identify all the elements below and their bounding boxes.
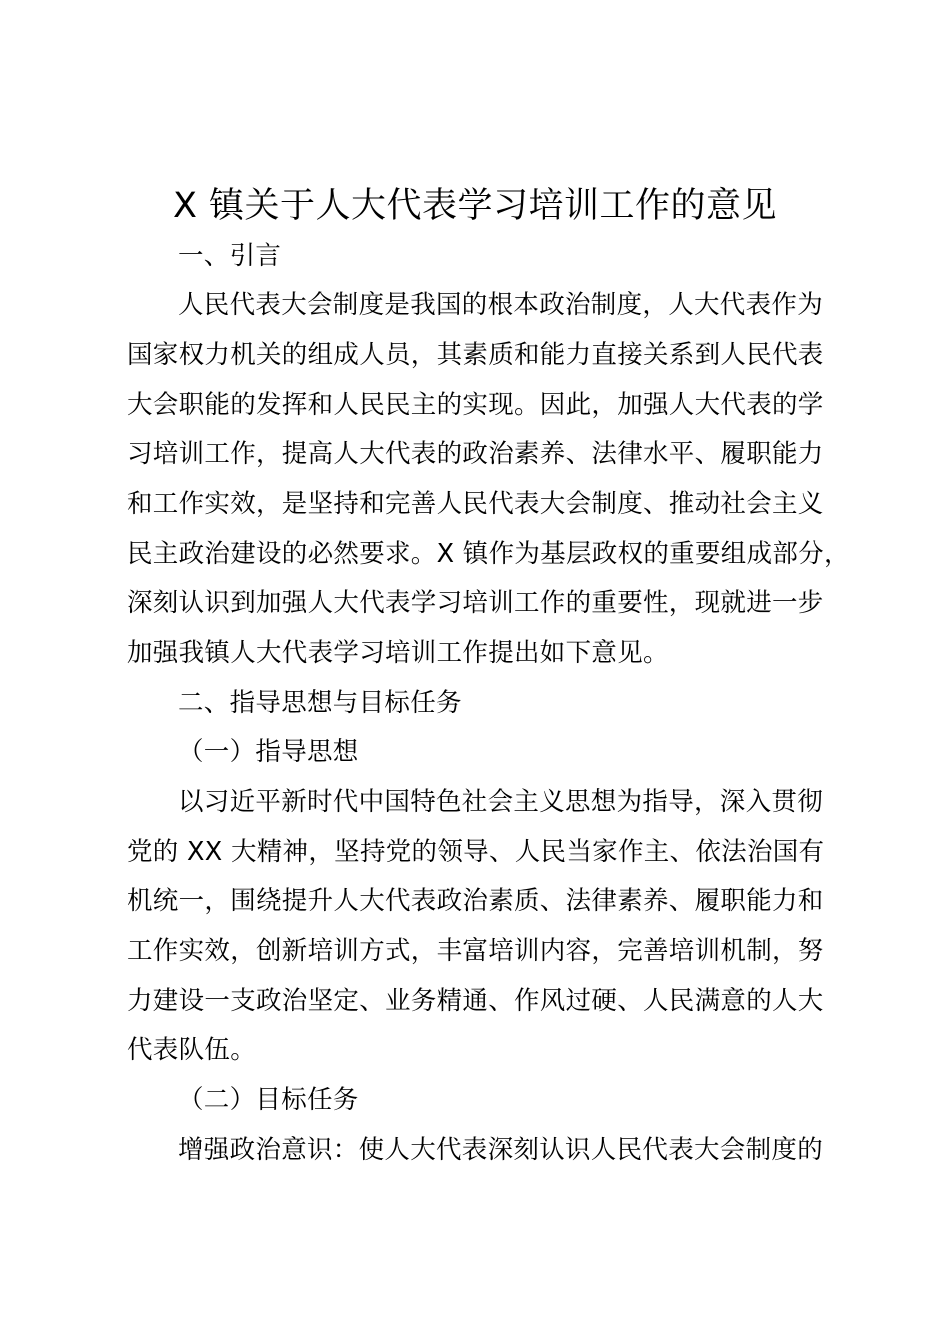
paragraph-line: 以习近平新时代中国特色社会主义思想为指导，深入贯彻 xyxy=(178,787,824,817)
paragraph-line: 人民代表大会制度是我国的根本政治制度，人大代表作为 xyxy=(178,290,824,320)
paragraph-line: 增强政治意识：使人大代表深刻认识人民代表大会制度的 xyxy=(178,1135,824,1165)
paragraph-line: 代表队伍。 xyxy=(127,1035,257,1065)
paragraph-line: 机统一，围绕提升人大代表政治素质、法律素养、履职能力和 xyxy=(127,886,824,916)
paragraph-line: 民主政治建设的必然要求。X 镇作为基层政权的重要组成部分， xyxy=(127,539,850,569)
subsection-heading-targets: （二）目标任务 xyxy=(178,1085,359,1115)
subsection-heading-guiding-ideology: （一）指导思想 xyxy=(178,737,359,767)
paragraph-line: 力建设一支政治坚定、业务精通、作风过硬、人民满意的人大 xyxy=(127,986,824,1016)
paragraph-line: 和工作实效，是坚持和完善人民代表大会制度、推动社会主义 xyxy=(127,489,824,519)
paragraph-line: 习培训工作，提高人大代表的政治素养、法律水平、履职能力 xyxy=(127,439,824,469)
section-heading-guiding-ideology-and-targets: 二、指导思想与目标任务 xyxy=(178,688,462,718)
paragraph-line: 国家权力机关的组成人员，其素质和能力直接关系到人民代表 xyxy=(127,340,824,370)
paragraph-line: 深刻认识到加强人大代表学习培训工作的重要性，现就进一步 xyxy=(127,588,824,618)
document-title: X 镇关于人大代表学习培训工作的意见 xyxy=(172,186,778,226)
paragraph-line: 党的 XX 大精神，坚持党的领导、人民当家作主、依法治国有 xyxy=(127,837,825,867)
paragraph-line: 工作实效，创新培训方式，丰富培训内容，完善培训机制，努 xyxy=(127,936,824,966)
paragraph-line: 大会职能的发挥和人民民主的实现。因此，加强人大代表的学 xyxy=(127,390,824,420)
section-heading-introduction: 一、引言 xyxy=(178,241,282,271)
paragraph-line: 加强我镇人大代表学习培训工作提出如下意见。 xyxy=(127,638,669,668)
